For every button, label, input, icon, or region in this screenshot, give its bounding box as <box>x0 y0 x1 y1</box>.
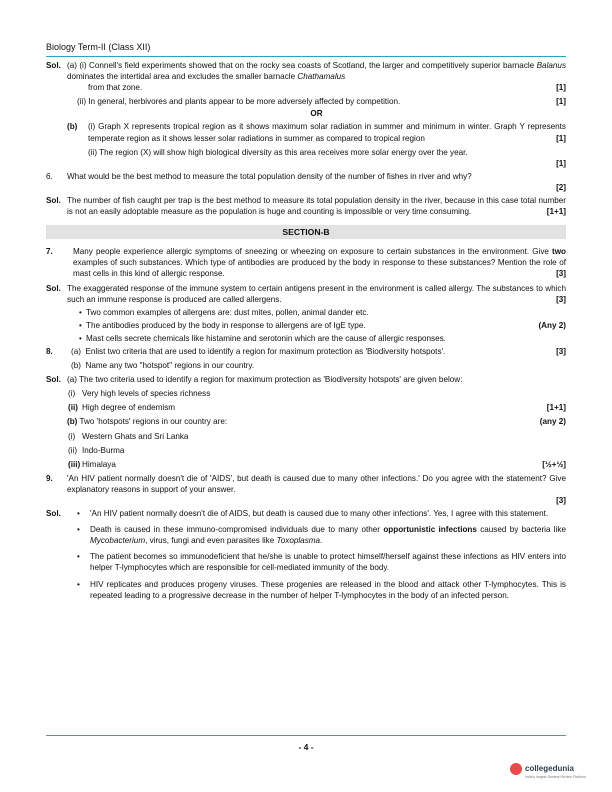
section-heading: SECTION-B <box>46 225 566 239</box>
term-chathamalus: Chathamalus <box>297 72 346 82</box>
solution-text: The number of fish caught per trap is the best method to measure its total population density in the river, because in this case total number is not an easily adoptable measure as the population is huge and counting is impossible or very time consuming. <box>67 196 566 217</box>
sol-label: Sol. <box>46 196 61 206</box>
page-content <box>46 60 566 606</box>
marks: [3] <box>556 294 566 304</box>
q5-a-intro: (a) (i) <box>67 61 87 70</box>
marks: [1+1] <box>546 403 566 413</box>
q5-solution <box>46 60 566 169</box>
q8-sol-b-label: (b) <box>67 417 78 427</box>
q5-a-i-text-2: dominates the intertidal area and excludes the smaller barnacle <box>67 72 298 82</box>
question-text-1: Many people experience allergic symptoms of sneezing or wheezing on exposure to certain substances in the environment. Give <box>73 247 552 257</box>
question-8 <box>46 346 566 357</box>
marks: [3] <box>556 346 566 356</box>
q8-a-label: (a) <box>71 346 81 356</box>
question-6 <box>46 171 566 182</box>
marks: [1] <box>556 83 566 93</box>
q8-sol-a-label: (a) <box>67 375 77 385</box>
brand-logo: collegedunia India's largest Student Review Platform <box>510 763 586 779</box>
q8-sol-a-text: The two criteria used to identify a region for maximum protection as 'Biodiversity hotspots' are given below: <box>79 375 463 385</box>
q5-b-ii-num: (ii) <box>88 147 98 157</box>
q8-solution <box>46 374 566 385</box>
question-number: 8. <box>46 346 53 356</box>
question-text: 'An HIV patient normally doesn't die of 'AIDS', but death is caused due to many other infections.' Do you agree with the statement? Give explanatory reasons in support of your answer. <box>67 473 566 494</box>
list-item: (ii) High degree of endemism [1+1] <box>68 403 566 413</box>
sol-label: Sol. <box>46 375 61 385</box>
list-item: • The antibodies produced by the body in response to allergens are of IgE type. (Any 2) <box>46 320 566 331</box>
solution-text: The exaggerated response of the immune system to certain antigens present in the environment is called allergy. The substances to which such an immune response is produced are called allergens. <box>67 283 566 304</box>
term-balanus: Balanus <box>536 61 567 70</box>
marks: [3] <box>556 269 566 279</box>
q5-a-i-text-1: Connell's field experiments showed that on the rocky sea coasts of Scotland, the larger and competitively superior barnacle <box>89 61 537 70</box>
list-item: • Death is caused in these immuno-compromised individuals due to many other opportunistic infections caused by bacteria like Mycobacterium, virus, fungi and even parasites like Toxoplasma. <box>46 524 566 546</box>
marks: [1] <box>556 97 566 107</box>
q5-a-ii-text: In general, herbivores and plants appear to be more adversely affected by competition. <box>88 97 401 107</box>
brand-tagline: India's largest Student Review Platform <box>525 775 586 779</box>
list-item: • Mast cells secrete chemicals like histamine and serotonin which are the cause of allergic responses. <box>46 333 566 344</box>
footer-divider <box>46 735 566 736</box>
q5-b-i-num: (i) <box>88 122 96 132</box>
list-item: (ii) Indo-Burma <box>68 445 125 455</box>
marks: [1] <box>556 133 566 143</box>
question-number: 6. <box>46 171 53 181</box>
list-item: • The patient becomes so immunodeficient that he/she is unable to protect himself/herself against these infections as HIV enters into helper T-lymphocytes which are responsible for cell-mediated immunity of the body. <box>46 551 566 573</box>
page-number: - 4 - <box>298 742 314 752</box>
q7-solution <box>46 283 566 305</box>
list-item: • HIV replicates and produces progeny viruses. These progenies are released in the blood and attack other T-lymphocytes. This is repeated leading to a progressive decrease in the number of helper T-lymphocytes in the body of an infected person. <box>46 579 566 601</box>
marks: (any 2) <box>539 417 566 427</box>
q8-b-text: Name any two "hotspot" regions in our country. <box>85 361 255 371</box>
question-7 <box>46 246 566 279</box>
sol-label: Sol. <box>46 283 61 293</box>
list-item: (i) Western Ghats and Sri Lanka <box>68 431 189 441</box>
q5-b-ii-text: The region (X) will show high biological diversity as this area receives more solar energy over the year. <box>99 147 468 157</box>
or-separator: OR <box>310 109 323 119</box>
marks: [1] <box>556 158 566 168</box>
question-text: What would be the best method to measure the total population density of the number of fishes in river and why? <box>67 171 472 181</box>
q8-sol-b-text: Two 'hotspots' regions in our country are: <box>79 417 228 427</box>
marks: [½+½] <box>542 459 566 469</box>
marks: [3] <box>556 496 566 505</box>
sol-label: Sol. <box>46 61 61 70</box>
q5-b-label: (b) <box>67 122 78 132</box>
q5-a-ii-num: (ii) <box>77 97 87 107</box>
question-number: 7. <box>46 247 53 257</box>
q5-a-i-text-3: from that zone. <box>88 83 143 93</box>
question-text-bold: two <box>552 247 566 257</box>
q6-solution <box>46 195 566 217</box>
header-divider <box>46 56 566 57</box>
question-number: 9. <box>46 473 53 483</box>
sol-label: Sol. <box>46 509 61 519</box>
brand-logo-icon <box>510 763 522 775</box>
marks: (Any 2) <box>538 320 566 330</box>
list-item: • Two common examples of allergens are: dust mites, pollen, animal dander etc. <box>46 307 566 318</box>
q8-a-text: Enlist two criteria that are used to identify a region for maximum protection as 'Biodiversity hotspots'. <box>85 346 446 356</box>
marks: [1+1] <box>546 207 566 217</box>
q8-b-label: (b) <box>71 361 81 371</box>
list-item: (i) Very high levels of species richness <box>68 389 211 399</box>
question-text-2: examples of such substances. Which type of antibodies are produced by the body in response to these substances? Mention the role of mast cells in this kind of allergic response. <box>73 258 566 279</box>
q9-solution <box>46 508 566 601</box>
q5-b-i-text: Graph X represents tropical region as it shows maximum solar radiation in summer and minimum in winter. Graph Y represents temperate region as it shows lesser solar radiations in summer as compared to tropical region <box>88 122 566 143</box>
marks: [2] <box>556 182 566 192</box>
list-item: • 'An HIV patient normally doesn't die of AIDS, but death is caused due to many other infections'. Yes, I agree with this statement. <box>46 508 566 519</box>
list-item: (iii) Himalaya [½+½] <box>68 459 566 469</box>
question-9 <box>46 473 566 495</box>
q8-sol-b <box>46 416 566 427</box>
header-title: Biology Term-II (Class XII) <box>46 42 151 52</box>
